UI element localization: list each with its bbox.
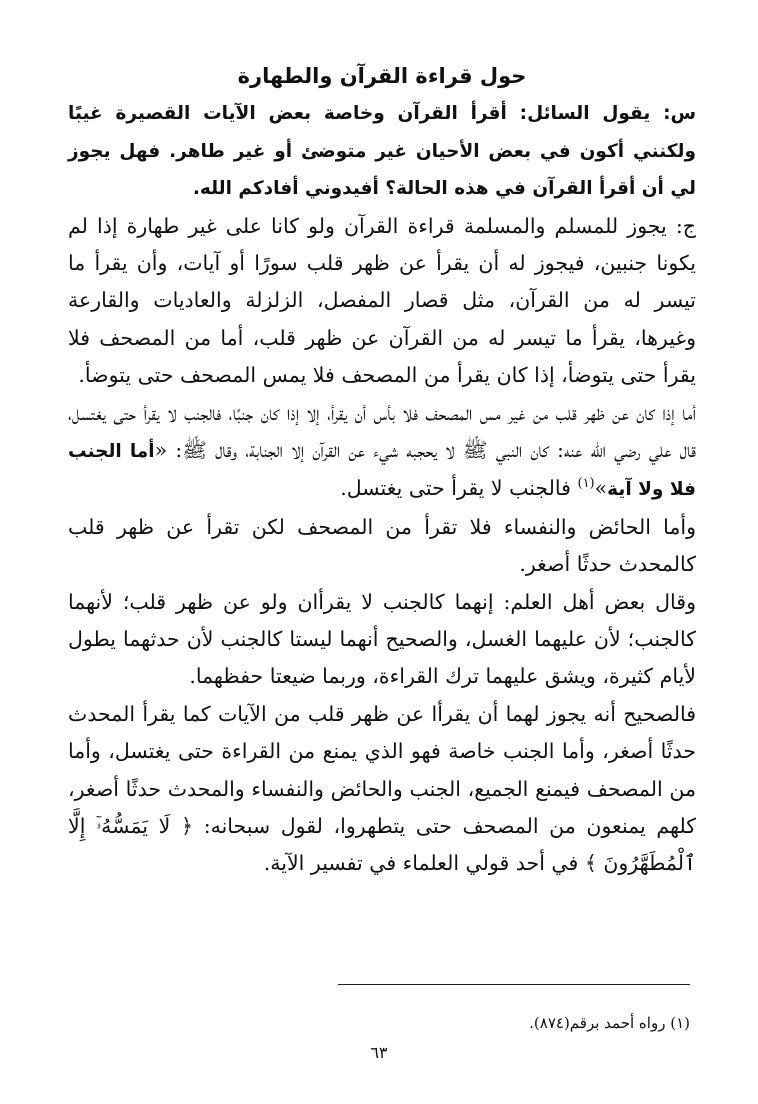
page-title: حول قراءة القرآن والطهارة (237, 64, 527, 88)
body-text (68, 60, 696, 883)
quran-verse: ﴿ لَا يَمَسُّهُۥٓ إِلَّا ٱلْمُطَهَّرُونَ ﴾ (68, 814, 696, 876)
footnote-reference: (١) (577, 476, 595, 492)
question-paragraph: س: يقول السائل: أقرأ القرآن وخاصة بعض الآيات القصيرة غيبًا ولكنني أكون في بعض الأحيان غير متوضئ أو غير طاهر. فهل يجوز لي أن أقرأ القرآن في هذه الحالة؟ أفيدوني أفادكم الله. (68, 103, 696, 199)
answer-paragraph-4: وقال بعض أهل العلم: إنهما كالجنب لا يقرأان ولو عن ظهر قلب؛ لأنهما كالجنب؛ لأن عليهما الغسل، والصحيح أنهما ليستا كالجنب لأن حدثهما يطول لأيام كثيرة، ويشق عليهما ترك القراءة، وربما ضيعتا حفظهما. (68, 589, 696, 689)
answer-paragraph-2 (68, 395, 696, 509)
footnote: (١) رواه أحمد برقم(٨٧٤). (529, 1014, 690, 1032)
answer-paragraph-3: وأما الحائض والنفساء فلا تقرأ من المصحف لكن تقرأ عن ظهر قلب كالمحدث حدثًا أصغر. (68, 514, 696, 577)
paragraph-5-text-b: في أحد قولي العلماء في تفسير الآية. (263, 851, 585, 876)
paragraph-2-text-b: » (594, 476, 608, 501)
answer-paragraph-1: ج: يجوز للمسلم والمسلمة قراءة القرآن ولو كانا على غير طهارة إذا لم يكونا جنبين، فيجوز له أن يقرأ عن ظهر قلب سورًا أو آيات، وأن يقرأ ما تيسر له من القرآن، مثل قصار المفصل، الزلزلة والعاديات والقارعة وغيرها، يقرأ ما تيسر له من القرآن عن ظهر قلب، أما من المصحف فلا يقرأ حتى يتوضأ، إذا كان يقرأ من المصحف فلا يمس المصحف حتى يتوضأ. (68, 213, 696, 388)
paragraph-2-text-a: أما إذا كان عن ظهر قلب من غير مس المصحف فلا بأس أن يقرأ، إلا إذا كان جنبًا، فالجنب لا يقرأ حتى يغتسل، قال علي رضي الله عنه: كان النبي ﷺ لا يحجبه شيء عن القرآن إلا الجنابة، وقال ﷺ: « (68, 400, 696, 462)
paragraph-2-text-c: فالجنب لا يقرأ حتى يغتسل. (340, 476, 578, 501)
footnote-divider (338, 984, 690, 985)
hadith-quote: أما الجنب فلا ولا آية (68, 440, 696, 501)
answer-paragraph-5 (68, 696, 696, 883)
paragraph-5-text-a: فالصحيح أنه يجوز لهما أن يقرأا عن ظهر قلب من الآيات كما يقرأ المحدث حدثًا أصغر، وأما الجنب خاصة فهو الذي يمنع من القراءة حتى يغتسل، وأما من المصحف فيمنع الجميع، الجنب والحائض والنفساء والمحدث حدثًا أصغر، كلهم يمنعون من المصحف حتى يتطهروا، لقول سبحانه: (68, 701, 696, 838)
page-number: ٦٣ (370, 1043, 388, 1062)
